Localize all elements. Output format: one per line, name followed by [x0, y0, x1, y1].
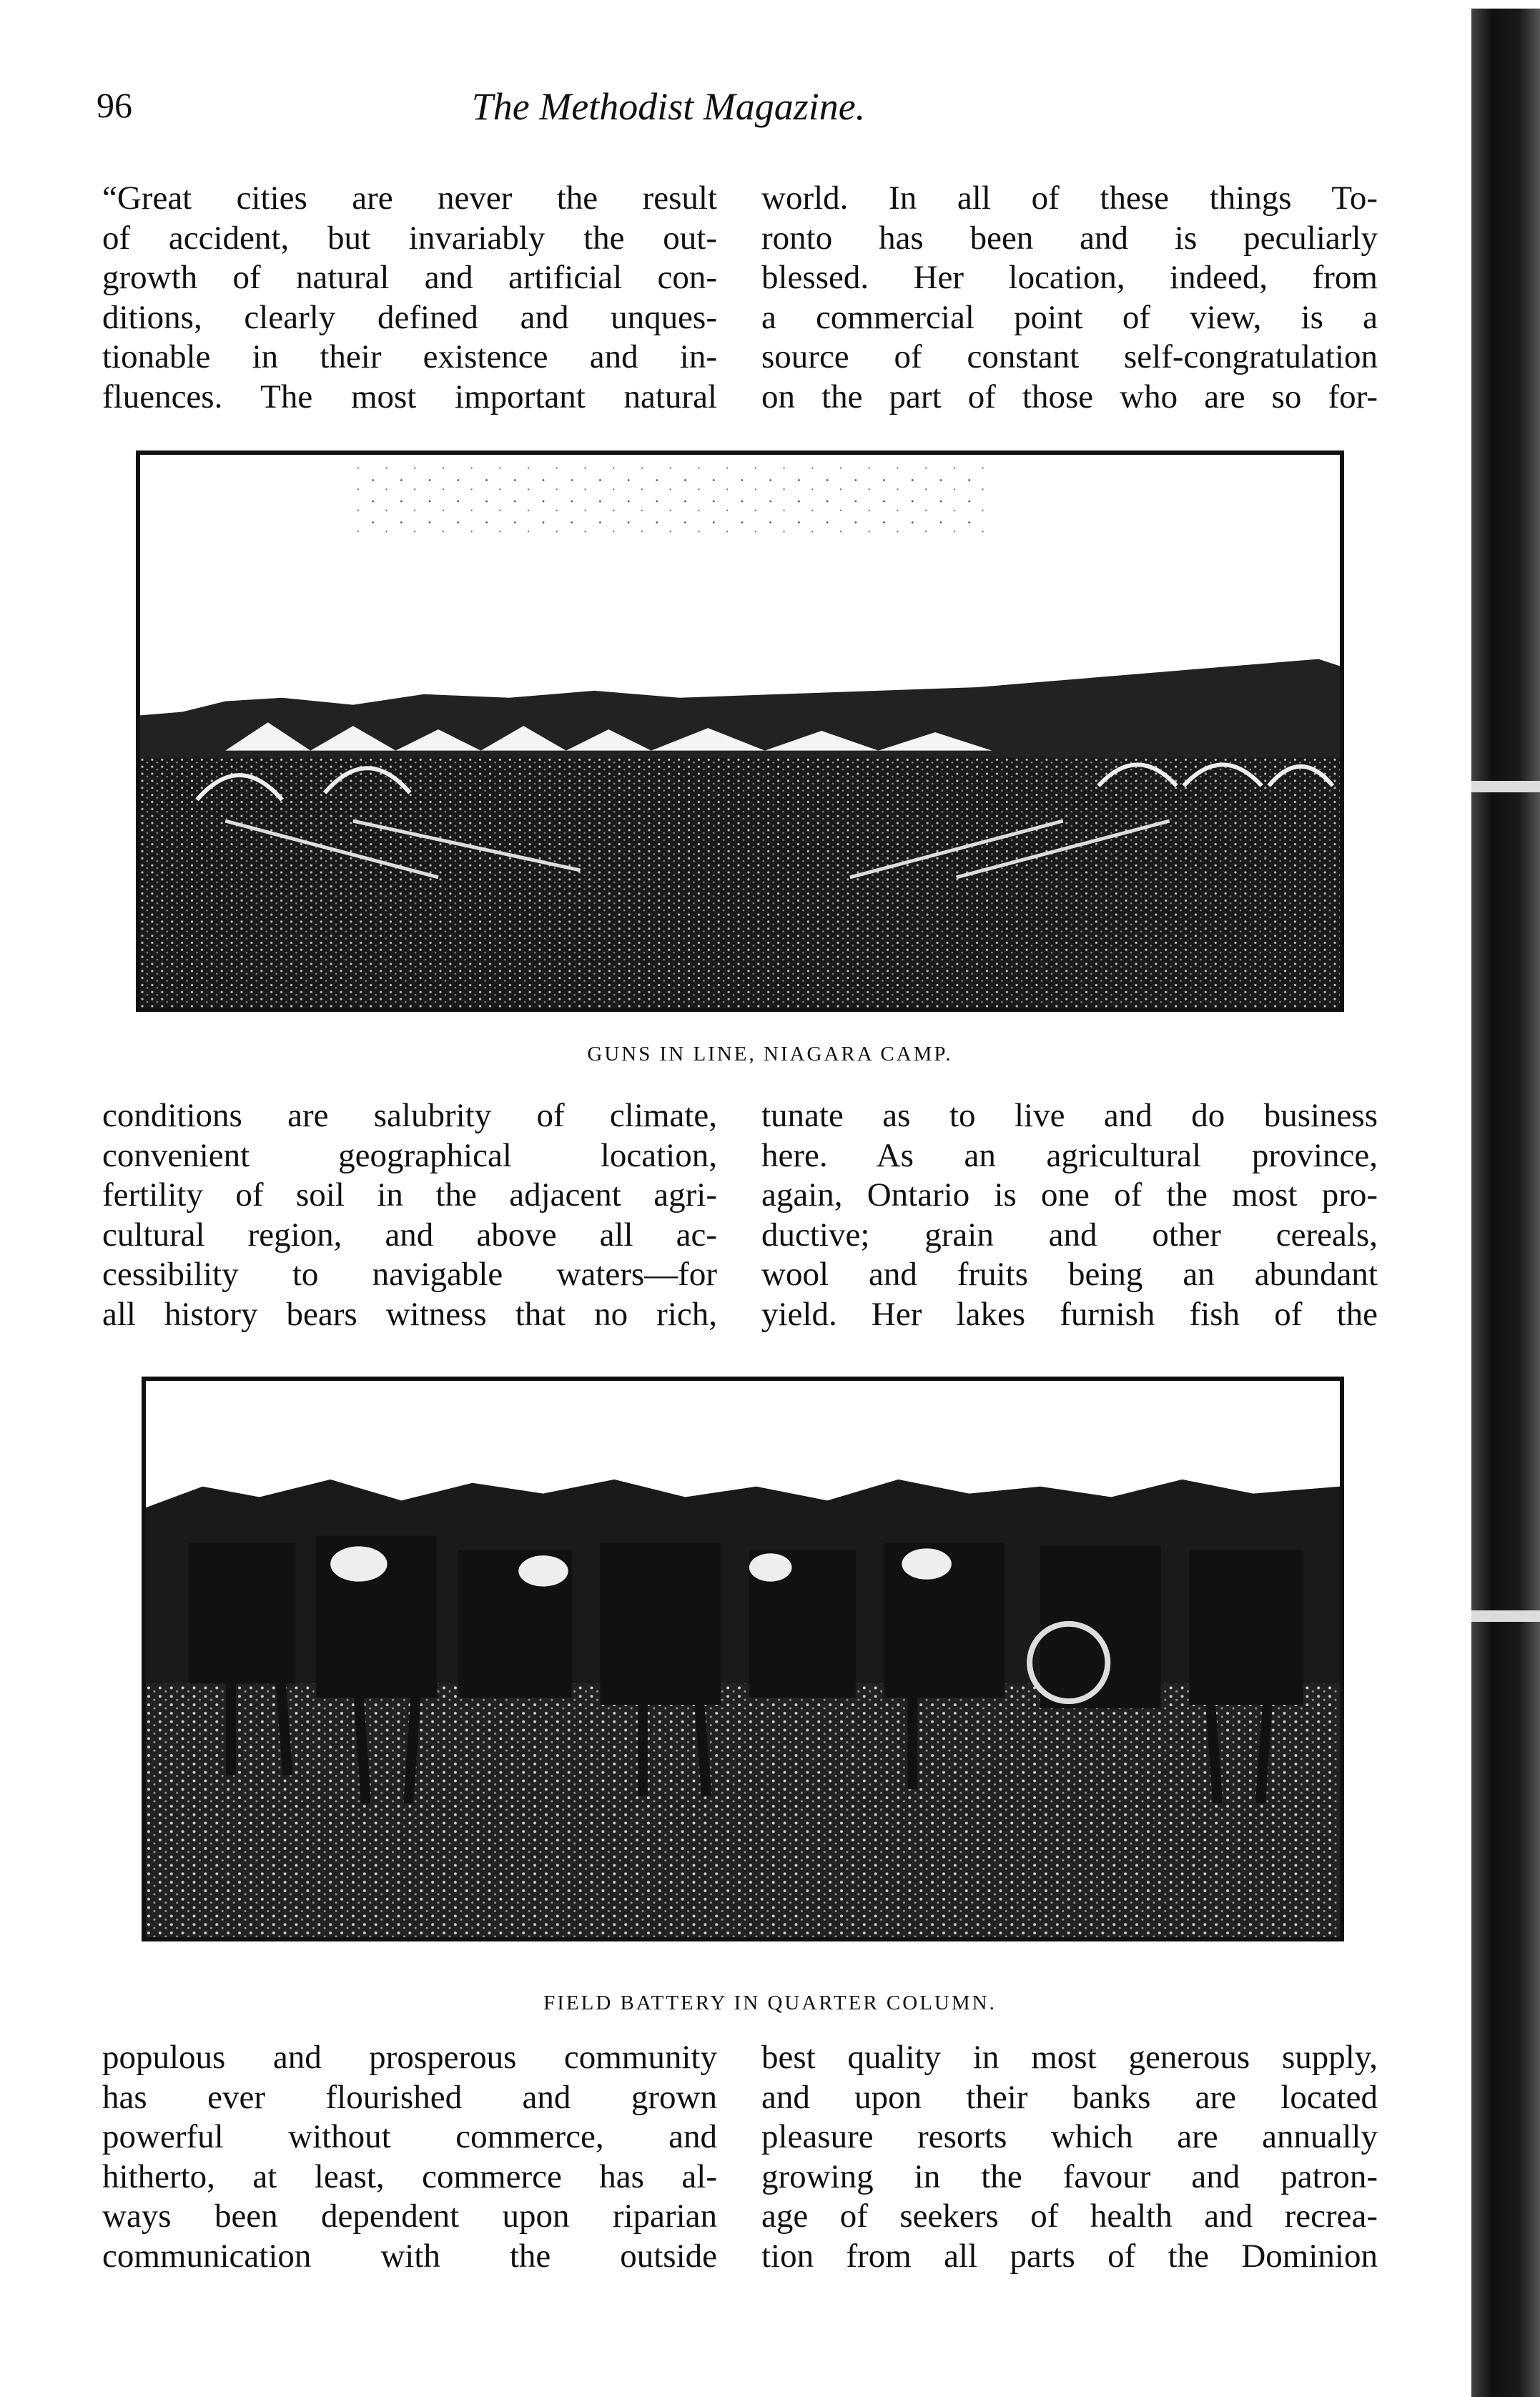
text-column-left-2 [102, 1096, 717, 1334]
photo-illustration [146, 1381, 1340, 1937]
text-line: convenient geographical location, [102, 1136, 717, 1174]
text-line: fluences. The most important natural [102, 378, 717, 415]
text-line: communication with the outside [102, 2237, 717, 2275]
text-line: a commercial point of view, is a [761, 298, 1378, 336]
text-line: world. In all of these things To- [761, 179, 1378, 217]
page-number: 96 [97, 85, 132, 125]
text-line: source of constant self-congratulation [761, 338, 1378, 375]
running-head: The Methodist Magazine. [471, 85, 866, 128]
text-line: conditions are salubrity of climate, [102, 1097, 717, 1134]
text-line: blessed. Her location, indeed, from [761, 259, 1378, 296]
text-line: here. As an agricultural province, [761, 1136, 1378, 1174]
text-line: wool and fruits being an abundant [761, 1256, 1378, 1293]
text-line: ditions, clearly defined and unques- [102, 298, 717, 336]
text-column-right-2 [761, 1096, 1378, 1334]
figure-caption: FIELD BATTERY IN QUARTER COLUMN. [543, 1992, 997, 2014]
text-line: cultural region, and above all ac- [102, 1216, 717, 1254]
text-line: all history bears witness that no rich, [102, 1295, 717, 1333]
text-line: age of seekers of health and recrea- [761, 2197, 1378, 2235]
text-line: powerful without commerce, and [102, 2118, 717, 2155]
text-line: tunate as to live and do business [761, 1097, 1378, 1134]
photo-field-battery [142, 1377, 1344, 1941]
text-line: “Great cities are never the result [102, 179, 717, 217]
text-line: ductive; grain and other cereals, [761, 1216, 1378, 1254]
text-line: hitherto, at least, commerce has al- [102, 2157, 717, 2195]
photo-illustration [140, 455, 1340, 1008]
text-column-right-1 [761, 179, 1378, 417]
text-column-right-3 [761, 2038, 1378, 2276]
text-line: of accident, but invariably the out- [102, 219, 717, 257]
text-line: fertility of soil in the adjacent agri- [102, 1176, 717, 1214]
text-column-left-1 [102, 179, 717, 417]
text-line: populous and prosperous community [102, 2039, 717, 2076]
text-column-left-3 [102, 2038, 717, 2276]
scan-margin-shadow [1471, 9, 1540, 2397]
text-line: growth of natural and artificial con- [102, 259, 717, 296]
text-line: ways been dependent upon riparian [102, 2197, 717, 2235]
figure-caption: GUNS IN LINE, NIAGARA CAMP. [587, 1043, 953, 1065]
text-line: ronto has been and is peculiarly [761, 219, 1378, 257]
text-line: on the part of those who are so for- [761, 378, 1378, 415]
text-line: yield. Her lakes furnish fish of the [761, 1295, 1378, 1333]
text-line: has ever flourished and grown [102, 2078, 717, 2116]
text-line: and upon their banks are located [761, 2078, 1378, 2116]
text-line: best quality in most generous supply, [761, 2039, 1378, 2076]
text-line: cessibility to navigable waters—for [102, 1256, 717, 1293]
text-line: pleasure resorts which are annually [761, 2118, 1378, 2155]
text-line: growing in the favour and patron- [761, 2157, 1378, 2195]
photo-guns-in-line [136, 451, 1344, 1012]
text-line: tion from all parts of the Dominion [761, 2237, 1378, 2275]
text-line: tionable in their existence and in- [102, 338, 717, 375]
text-line: again, Ontario is one of the most pro- [761, 1176, 1378, 1214]
